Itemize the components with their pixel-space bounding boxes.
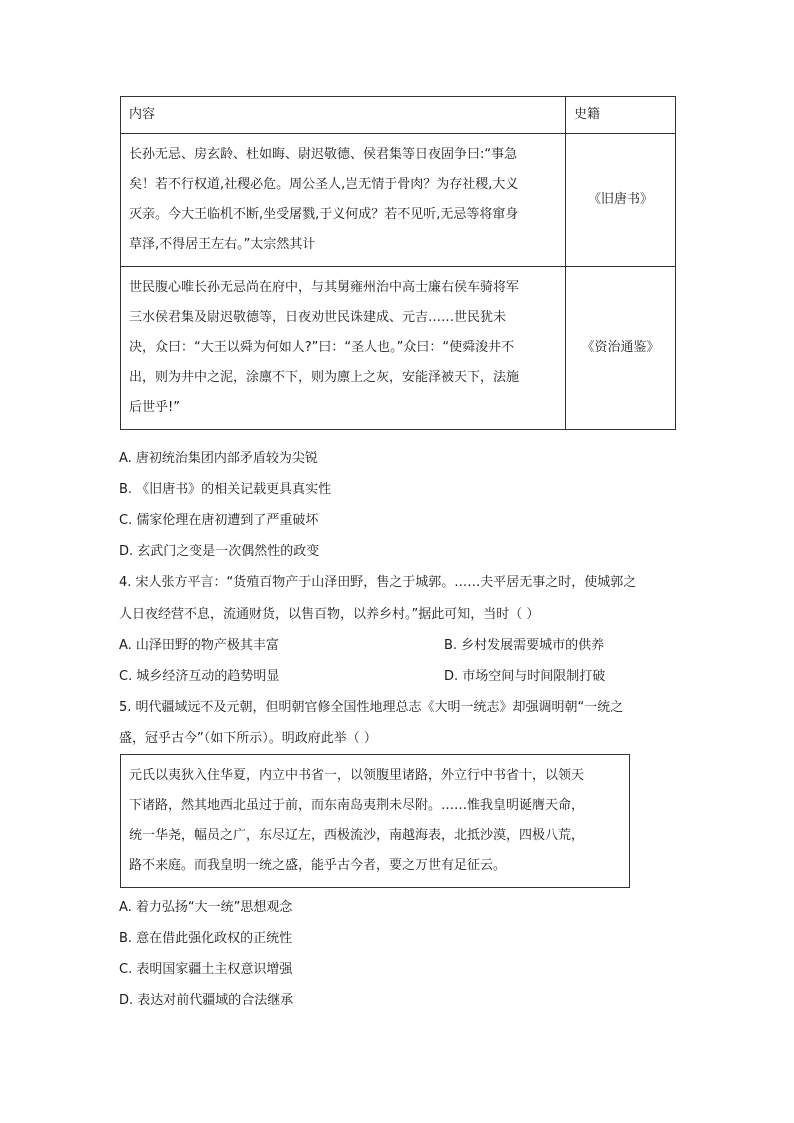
q5-stem-line: 5. 明代疆域远不及元朝，但明朝官修全国性地理总志《大明一统志》却强调明朝“一统之 (119, 700, 624, 715)
header-content: 内容 (121, 97, 566, 134)
quote-line: 路不来庭。而我皇明一统之盛，能乎古今者，要之万世有足征云。 (129, 858, 507, 873)
q4-option-b: B. 乡村发展需要城市的供养 (444, 638, 605, 653)
row-content (121, 267, 566, 430)
content-line: 出，则为井中之泥，涂廪不下，则为廪上之灰，安能泽被天下，法施 (129, 370, 520, 385)
q5-option-c: C. 表明国家疆土主权意识增强 (119, 962, 293, 977)
quote-line: 下诸路，然其地西北虽过于前，而东南岛夷荆未尽附。……惟我皇明诞膺天命， (129, 798, 585, 813)
q4-option-a: A. 山泽田野的物产极其丰富 (119, 638, 279, 653)
content-line: 矣！若不行权道,社稷必危。周公圣人,岂无情于骨肉？为存社稷,大义 (129, 177, 519, 192)
content-line: 长孙无忌、房玄龄、杜如晦、尉迟敬德、侯君集等日夜固争曰:“事急 (129, 147, 518, 162)
content-line: 灭亲。今大王临机不断,坐受屠戮,于义何成？若不见听,无忌等将窜身 (129, 207, 519, 222)
source-table (120, 96, 676, 430)
q5-option-a: A. 着力弘扬“大一统”思想观念 (119, 900, 293, 915)
q3-option-a: A. 唐初统治集团内部矛盾较为尖锐 (119, 451, 318, 466)
header-source: 史籍 (566, 97, 676, 134)
quote-line: 统一华尧，幅员之广，东尽辽左，西极流沙，南越海表，北抵沙漠，四极八荒， (129, 828, 585, 843)
q3-option-c: C. 儒家伦理在唐初遭到了严重破坏 (119, 513, 319, 528)
content-line: 草泽,不得居王左右。”太宗然其计 (129, 237, 316, 252)
q3-option-d: D. 玄武门之变是一次偶然性的政变 (119, 544, 320, 559)
q4-option-d: D. 市场空间与时间限制打破 (444, 669, 606, 684)
q5-option-d: D. 表达对前代疆域的合法继承 (119, 993, 294, 1008)
q4-stem-line: 4. 宋人张方平言：“货殖百物产于山泽田野，售之于城郭。……夫平居无事之时，使城郭之 (119, 575, 637, 590)
table-header-row (121, 97, 676, 134)
q3-option-b: B. 《旧唐书》的相关记载更具真实性 (119, 482, 332, 497)
content-line: 决，众曰：“大王以舜为何如人?”曰：“圣人也。”众曰：“使舜浚井不 (129, 340, 515, 355)
q4-option-c: C. 城乡经济互动的趋势明显 (119, 669, 280, 684)
q5-option-b: B. 意在借此强化政权的正统性 (119, 931, 293, 946)
content-line: 三水侯君集及尉迟敬德等，日夜劝世民诛建成、元吉……世民犹未 (129, 310, 507, 325)
table-row (121, 134, 676, 267)
quote-line: 元氏以夷狄入住华夏，内立中书省一，以领腹里诸路，外立行中书省十，以领天 (129, 768, 585, 783)
content-line: 世民腹心唯长孙无忌尚在府中，与其舅雍州治中高士廉右侯车骑将军 (129, 280, 520, 295)
row-source: 《资治通鉴》 (566, 267, 676, 430)
q5-quote-box (120, 754, 630, 888)
content-line: 后世乎!” (129, 400, 180, 415)
row-content (121, 134, 566, 267)
q4-stem-line: 人日夜经营不息，流通财货，以售百物，以养乡村。”据此可知，当时（ ） (119, 607, 540, 622)
row-source: 《旧唐书》 (566, 134, 676, 267)
q5-stem-line: 盛，冠乎古今”（如下所示）。明政府此举（ ） (119, 731, 377, 746)
table-row (121, 267, 676, 430)
